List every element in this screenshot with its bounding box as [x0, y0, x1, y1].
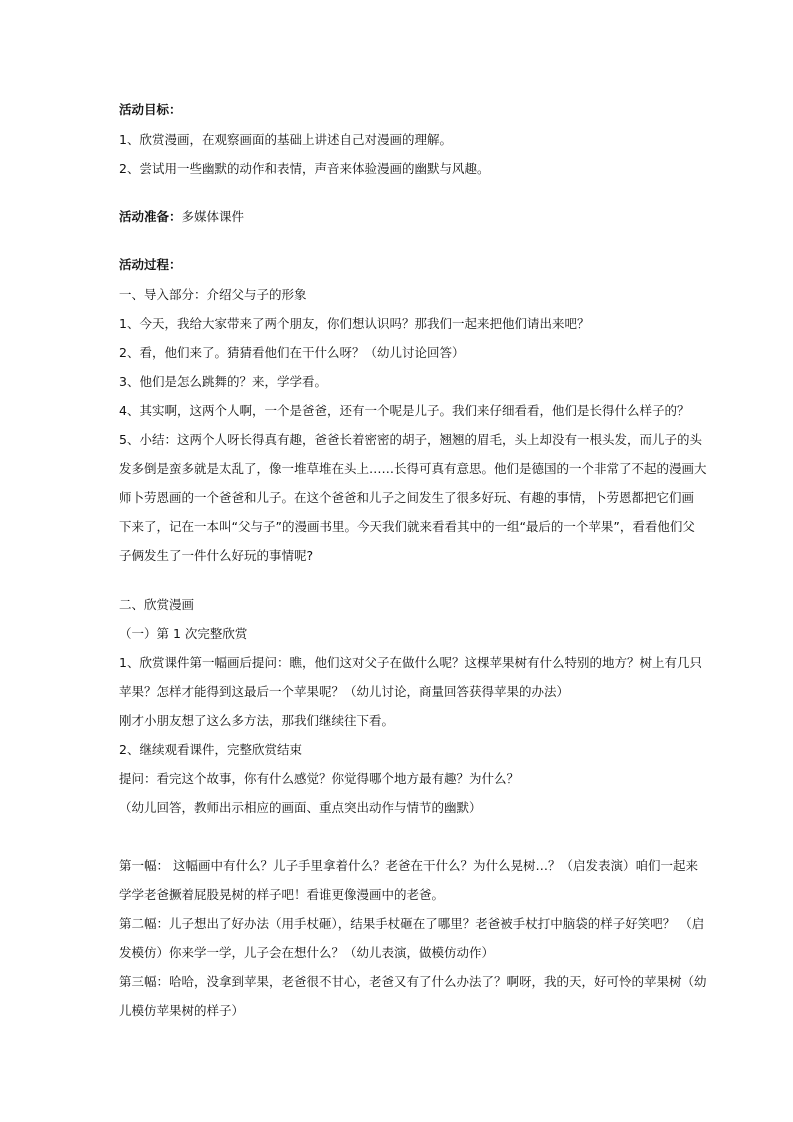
frame1-line: 第一幅： 这幅画中有什么？儿子手里拿着什么？老爸在干什么？为什么晃树…？（启发表演）咱们一起来 [119, 858, 698, 873]
frame3-line: 第三幅：哈哈，没拿到苹果，老爸很不甘心，老爸又有了什么办法了？啊呀，我的天，好可怜的苹果树（幼 [119, 974, 707, 989]
part1-item-2: 2、看，他们来了。猜猜看他们在干什么呀？（幼儿讨论回答） [119, 345, 465, 360]
prep-text: 多媒体课件 [181, 209, 245, 224]
part2-item-1-line: 苹果？怎样才能得到这最后一个苹果呢？（幼儿讨论，商量回答获得苹果的办法） [119, 684, 570, 699]
goal-heading: 活动目标： [119, 102, 182, 117]
part2-question: 提问：看完这个故事，你有什么感觉？你觉得哪个地方最有趣？为什么？ [119, 771, 520, 786]
part2-transition: 刚才小朋友想了这么多方法，那我们继续往下看。 [119, 713, 395, 728]
part2-subtitle: （一）第 1 次完整欣赏 [119, 626, 248, 641]
part1-item-3: 3、他们是怎么跳舞的？来，学学看。 [119, 374, 327, 389]
part1-summary-line: 5、小结：这两个人呀长得真有趣，爸爸长着密密的胡子，翘翘的眉毛，头上却没有一根头发，而儿子的头 [119, 432, 702, 447]
part1-summary-line: 发多倒是蛮多就是太乱了，像一堆草堆在头上……长得可真有意思。他们是德国的一个非常了不起的漫画大 [119, 461, 707, 476]
part1-summary-line: 师卜劳恩画的一个爸爸和儿子。在这个爸爸和儿子之间发生了很多好玩、有趣的事情，卜劳恩都把它们画 [119, 490, 695, 505]
part1-summary-line: 子俩发生了一件什么好玩的事情呢? [119, 548, 314, 563]
goal-item-1: 1、欣赏漫画，在观察画面的基础上讲述自己对漫画的理解。 [119, 132, 452, 147]
goal-item-2: 2、尝试用一些幽默的动作和表情，声音来体验漫画的幽默与风趣。 [119, 161, 490, 176]
part1-item-4: 4、其实啊，这两个人啊，一个是爸爸，还有一个呢是儿子。我们来仔细看看，他们是长得什么样子的？ [119, 403, 690, 418]
process-heading: 活动过程： [119, 257, 182, 272]
part2-item-1-line: 1、欣赏课件第一幅画后提问：瞧，他们这对父子在做什么呢？这棵苹果树有什么特别的地方？树上有几只 [119, 655, 702, 670]
frame3-line: 儿模仿苹果树的样子） [119, 1003, 245, 1018]
frame2-line: 发模仿）你来学一学，儿子会在想什么？（幼儿表演，做模仿动作） [119, 945, 495, 960]
part2-item-2: 2、继续观看课件，完整欣赏结束 [119, 742, 302, 757]
prep-line [119, 209, 244, 225]
part1-summary-line: 下来了，记在一本叫“父与子”的漫画书里。今天我们就来看看其中的一组“最后的一个苹果”，看看他们父 [119, 519, 695, 534]
frame2-line: 第二幅：儿子想出了好办法（用手杖砸），结果手杖砸在了哪里？老爸被手杖打中脑袋的样子好笑吧？ （启 [119, 916, 705, 931]
part1-title: 一、导入部分：介绍父与子的形象 [119, 287, 307, 302]
frame1-line: 学学老爸撅着屁股晃树的样子吧！看谁更像漫画中的老爸。 [119, 887, 445, 902]
part1-item-1: 1、今天，我给大家带来了两个朋友，你们想认识吗？那我们一起来把他们请出来吧？ [119, 316, 590, 331]
prep-heading: 活动准备： [119, 209, 182, 224]
part2-note: （幼儿回答，教师出示相应的画面、重点突出动作与情节的幽默） [119, 800, 482, 815]
part2-title: 二、欣赏漫画 [119, 597, 195, 612]
